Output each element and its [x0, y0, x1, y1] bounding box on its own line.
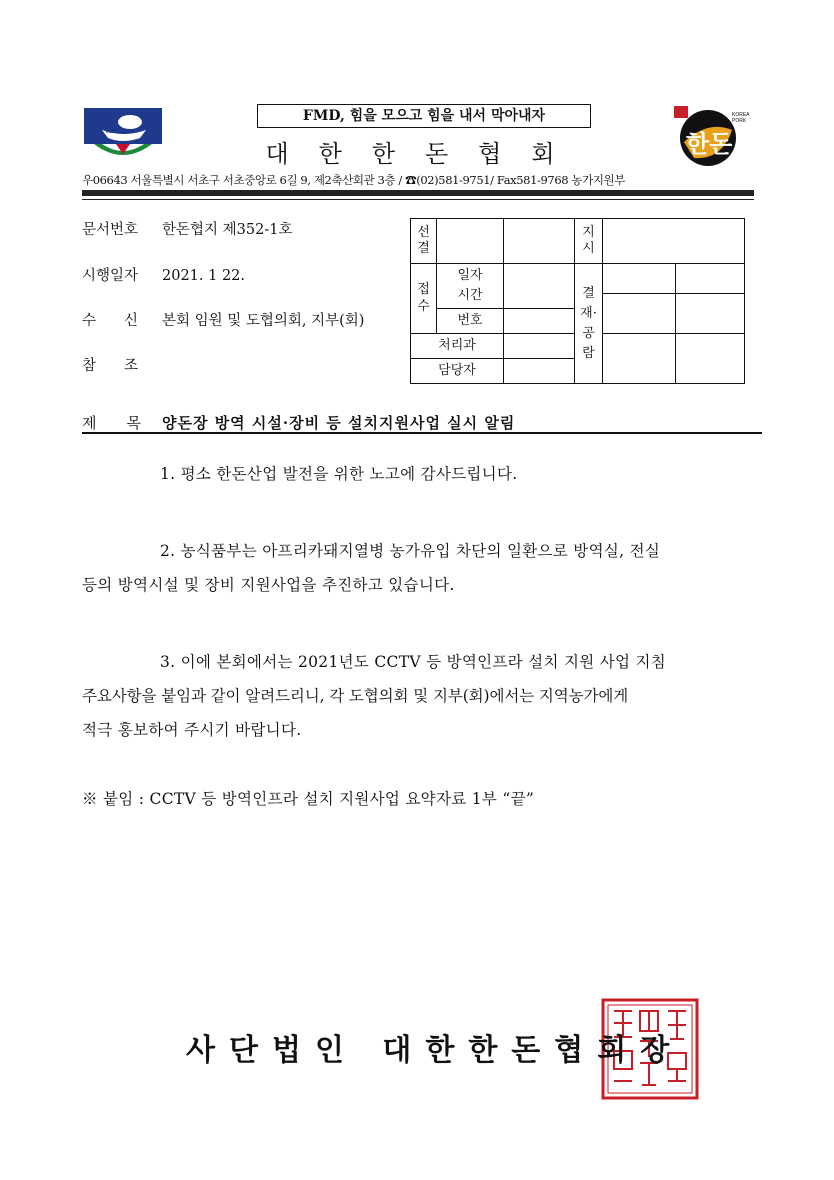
- approval-blank: [603, 219, 745, 264]
- subject-underline: [82, 432, 762, 434]
- approval-blank: [437, 219, 504, 264]
- approval-cell-jeopsu: 접 수: [411, 264, 437, 334]
- date-label: 시행일자: [82, 268, 139, 284]
- date: 2021. 1 22.: [162, 268, 246, 284]
- approval-cell-gyeoljae-gongram: 결 재· 공 람: [575, 264, 603, 384]
- body-paragraph-3-line-3: 적극 홍보하여 주시기 바랍니다.: [82, 721, 302, 739]
- approval-cell-ilja-sigan: 일자 시간: [437, 264, 504, 309]
- approval-cell-cheorigwa: 처리과: [411, 334, 504, 359]
- recipient-label: 수신: [82, 313, 167, 329]
- date-row: [82, 264, 245, 285]
- kppa-logo: [84, 108, 162, 164]
- slogan-box: FMD, 힘을 모으고 힘을 내서 막아내자: [257, 104, 591, 128]
- approval-blank: [676, 264, 745, 294]
- approval-blank: [504, 334, 575, 359]
- header-rule-thick: [82, 190, 754, 196]
- reference-label: 참조: [82, 358, 167, 374]
- approval-cell-damdangja: 담당자: [411, 359, 504, 384]
- approval-blank: [676, 334, 745, 384]
- recipient: 본회 임원 및 도협의회, 지부(회): [162, 313, 365, 329]
- signer-name: 사단법인 대한한돈협회장: [186, 1033, 684, 1068]
- address-line: 우06643 서울특별시 서초구 서초중앙로 6길 9, 제2축산회관 3층 / ☎(02)581-9751/ Fax581-9768 농가지원부: [82, 173, 625, 187]
- body-paragraph-2-line-1: 2. 농식품부는 아프리카돼지열병 농가유입 차단의 일환으로 방역실, 전실: [160, 542, 661, 560]
- approval-blank: [504, 309, 575, 334]
- recipient-row: [82, 309, 364, 330]
- approval-blank: [504, 264, 575, 309]
- approval-cell-beonho: 번호: [437, 309, 504, 334]
- approval-blank: [676, 294, 745, 334]
- approval-cell-jisi: 지 시: [575, 219, 603, 264]
- body-paragraph-1: 1. 평소 한돈산업 발전을 위한 노고에 감사드립니다.: [160, 465, 518, 483]
- doc-no-label: 문서번호: [82, 222, 139, 238]
- approval-blank: [603, 294, 676, 334]
- approval-blank: [603, 334, 676, 384]
- org-name: 대한한돈협회: [265, 140, 585, 168]
- body-paragraph-2-line-2: 등의 방역시설 및 장비 지원사업을 추진하고 있습니다.: [82, 576, 455, 594]
- header-rule-thin: [82, 199, 754, 200]
- brand-logo-sub: KOREA PORK: [732, 112, 750, 124]
- attachment-note: ※ 붙임 : CCTV 등 방역인프라 설치 지원사업 요약자료 1부 “끝”: [82, 790, 535, 808]
- subject-value: 양돈장 방역 시설·장비 등 설치지원사업 실시 알림: [162, 414, 516, 432]
- body-paragraph-3-line-1: 3. 이에 본회에서는 2021년도 CCTV 등 방역인프라 설치 지원 사업 지침: [160, 653, 667, 671]
- approval-blank: [603, 264, 676, 294]
- approval-cell-seongyeol: 선 결: [411, 219, 437, 264]
- kppa-logo-text: KPPA: [106, 128, 125, 135]
- approval-blank: [504, 359, 575, 384]
- doc-no: 한돈협지 제352-1호: [162, 222, 293, 238]
- approval-blank: [504, 219, 575, 264]
- approval-table: [410, 218, 745, 384]
- doc-no-row: [82, 218, 292, 239]
- subject-label: 제목: [82, 414, 171, 432]
- reference-row: [82, 354, 167, 375]
- brand-logo: [670, 100, 752, 170]
- subject-row: [82, 412, 515, 433]
- brand-logo-text: 한돈: [686, 129, 733, 158]
- body-paragraph-3-line-2: 주요사항을 붙임과 같이 알려드리니, 각 도협의회 및 지부(회)에서는 지역농가에게: [82, 687, 629, 705]
